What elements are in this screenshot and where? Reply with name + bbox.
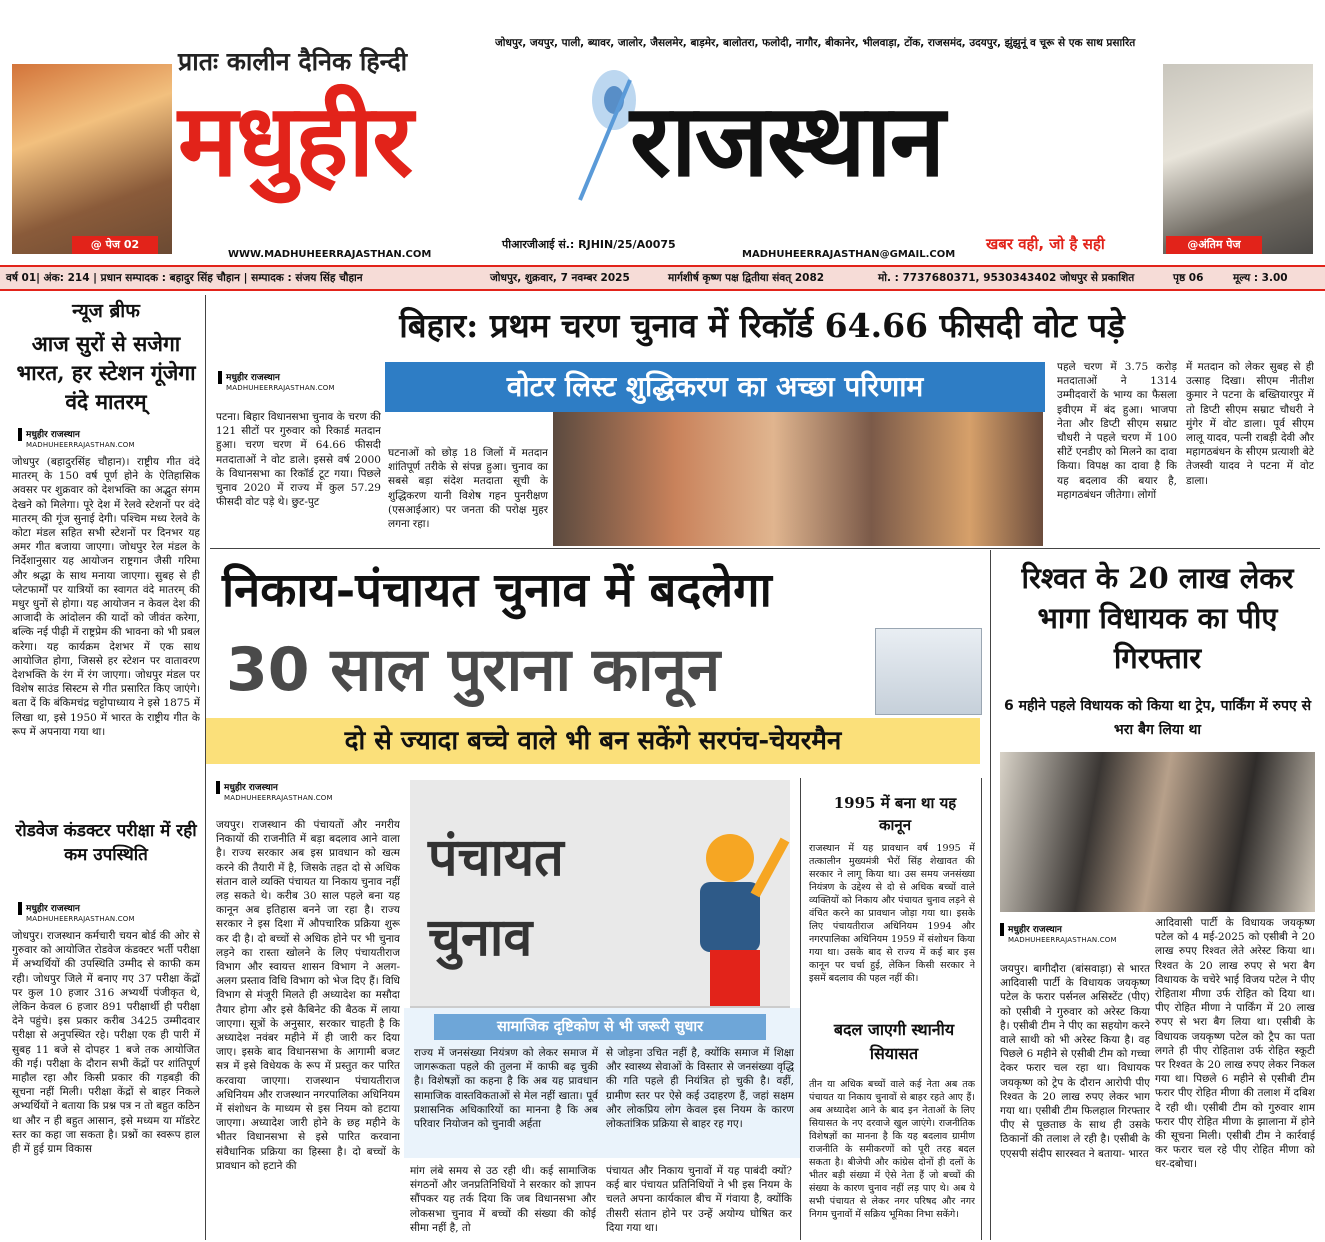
- info-page: पृष्ठ 06: [1173, 272, 1204, 284]
- sidebar-headline-1: 1995 में बना था यह कानून: [833, 794, 957, 834]
- registration-number: पीआरजीआई सं.: RJHIN/25/A0075: [502, 238, 676, 251]
- sidebar-article-2: तीन या अधिक बच्चों वाले कई नेता अब तक पंचायत या निकाय चुनावों से बाहर रहते आए हैं। अब अध्यादेश आने के बाद इन नेताओं के लिए सियासत के नए दरवाजे खुल जाएंगे। राजनीतिक विशेषज्ञों का मानना है कि यह बदलाव ग्रामीण राजनीति के समीकरणों को पूरी तरह बदल सकता है। बीजेपी और कांग्रेस दोनों ही दलों के भीतर बड़ी संख्या में ऐसे नेता हैं जो बच्चों की संख्या के कारण चुनाव नहीं लड़ पाए थे। अब ये सभी पंचायत से लेकर नगर परिषद और नगर निगम चुनावों में सक्रिय भूमिका निभा सकेंगे।: [809, 1079, 975, 1220]
- left-byline-1: [18, 427, 135, 449]
- divider-mid: [210, 548, 1320, 549]
- bihar-byline: [218, 370, 335, 392]
- sidebar-headline-2: बदल जाएगी स्थानीय सियासत: [833, 1020, 955, 1063]
- info-price: मूल्य : 3.00: [1233, 272, 1288, 284]
- byline-name: मधुहीर राजस्थान: [226, 373, 280, 383]
- email-link[interactable]: MADHUHEERRAJASTHAN@GMAIL.COM: [742, 249, 956, 260]
- left-article-2: जोधपुर। राजस्थान कर्मचारी चयन बोर्ड की ओर से गुरुवार को आयोजित रोडवेज कंडक्टर भर्ती परीक्षा में अभ्यर्थियों की उपस्थिति उम्मीद से काफी कम रही। जोधपुर जिले में बनाए गए 37 परीक्षा केंद्रों पर कुल 10 हजार 316 अभ्यर्थी पंजीकृत थे, लेकिन केवल 6 हजार 891 परीक्षार्थी ही परीक्षा देने पहुंचे। इस प्रकार करीब 3425 उम्मीदवार परीक्षा से अनुपस्थित रहे। परीक्षा एक ही पारी में सुबह 11 बजे से दोपहर 1 बजे तक आयोजित की गई। परीक्षा के दौरान सभी केंद्रों पर शांतिपूर्ण माहौल रहा और किसी प्रकार की गड़बड़ी की सूचना नहीं मिली। परीक्षा केंद्रों से बाहर निकले अभ्यर्थियों ने बताया कि प्रश्न पत्र न तो बहुत कठिन था और न ही बहुत आसान, इसे मध्यम या मॉडरेट स्तर का कहा जा सकता है। प्रश्नों का स्वरूप हाल ही में हुई ग्राम विकास: [12, 930, 200, 1156]
- bihar-subhead: वोटर लिस्ट शुद्धिकरण का अच्छा परिणाम: [385, 362, 1045, 412]
- slogan: खबर वही, जो है सही: [986, 235, 1105, 253]
- speaker-figure-icon: [660, 800, 790, 1006]
- news-brief-label: न्यूज ब्रीफ: [72, 300, 140, 322]
- arrested-pa-photo[interactable]: [1000, 752, 1315, 912]
- left-column: [12, 295, 200, 1242]
- graphic-text-chunav: चुनाव: [428, 907, 533, 968]
- bihar-col-4: में मतदान को लेकर सुबह से ही उत्साह दिखा। सीएम नीतीश कुमार ने पटना के बख्तियारपुर में तो डिप्टी सीएम सम्राट चौधरी ने मुंगेर में वोट डाला। पूर्व सीएम लालू यादव, पत्नी राबड़ी देवी और महागठबंधन के सीएम प्रत्याशी बेटे तेजस्वी यादव ने पटना में वोट डाला।: [1186, 361, 1314, 487]
- bihar-voters-photo[interactable]: [553, 412, 1043, 546]
- website-link[interactable]: WWW.MADHUHEERRAJASTHAN.COM: [228, 249, 432, 260]
- byline-site: MADHUHEERRAJASTHAN.COM: [226, 384, 335, 392]
- left-headline-1: आज सुरों से सजेगा भारत, हर स्टेशन गूंजेगा वंदे मातरम्: [16, 331, 196, 414]
- nikay-col-1: जयपुर। राजस्थान की पंचायतों और नगरीय निकायों की राजनीति में बड़ा बदलाव आने वाला है। राज्य सरकार अब इस प्रावधान को खत्म करने की तैयारी में है, जिसके तहत दो से अधिक संतान वाले व्यक्ति पंचायत या निकाय चुनाव नहीं लड़ सकते थे। करीब 30 साल पहले बना यह कानून अब इतिहास बनने जा रहा है। राज्य सरकार ने इस दिशा में औपचारिक प्रक्रिया शुरू कर दी है। दो बच्चों से अधिक होने पर भी चुनाव लड़ने का रास्ता खोलने के लिए पंचायतीराज विभाग और स्वायत्त शासन विभाग ने अलग-अलग प्रस्ताव विधि विभाग को भेज दिए हैं। विधि विभाग से मंजूरी मिलते ही अध्यादेश का मसौदा तैयार होगा और इसे कैबिनेट की बैठक में लाया जाएगा। सूत्रों के अनुसार, सरकार चाहती है कि अध्यादेश नवंबर महीने में ही जारी कर दिया जाए। इसके बाद विधानसभा के आगामी बजट सत्र में इसे विधेयक के रूप में प्रस्तुत कर पारित करवाया जाएगा। राजस्थान पंचायतीराज अधिनियम और राजस्थान नगरपालिका अधिनियम में संशोधन के माध्यम से इस नियम को हटाया जाएगा। अध्यादेश जारी होने के छह महीने के भीतर विधानसभा से इसे पारित करवाना संवैधानिक प्रक्रिया का हिस्सा है। दो बच्चों के प्रावधान को हटाने की: [216, 819, 400, 1172]
- masthead-title-black: राजस्थान: [630, 82, 944, 199]
- nikay-byline: [216, 780, 333, 802]
- nikay-bottom-col-1: मांग लंबे समय से उठ रही थी। कई सामाजिक संगठनों और जनप्रतिनिधियों ने सरकार को ज्ञापन सौंपकर यह तर्क दिया कि जब विधानसभा और लोकसभा चुनाव में बच्चों की संख्या की कोई सीमा नहीं है, तो: [410, 1165, 596, 1234]
- info-mobile: मो. : 7737680371, 9530343402: [878, 272, 1057, 284]
- bribe-headline: रिश्वत के 20 लाख लेकर भागा विधायक का पीए गिरफ्तार: [1021, 561, 1294, 675]
- panchayat-chunav-graphic: [410, 780, 790, 1009]
- masthead-title-red: मधुहीर: [178, 82, 412, 199]
- bribe-subhead: 6 महीने पहले विधायक को किया था ट्रेप, पार्किंग में रुपए से भरा बैग लिया था: [1003, 698, 1312, 738]
- byline-site: MADHUHEERRAJASTHAN.COM: [26, 915, 135, 923]
- masthead: [0, 0, 1325, 262]
- social-reform-col-2: से जोड़ना उचित नहीं है, क्योंकि समाज में शिक्षा और स्वास्थ्य सेवाओं के विस्तार से जनसंख्या वृद्धि की गति पहले ही नियंत्रित हो चुकी है। वहीं, ग्रामीण स्तर पर ऐसे कई उदाहरण हैं, जहां सक्षम और लोकप्रिय लोग केवल इस नियम के कारण लोकतांत्रिक प्रक्रिया से बाहर रह गए।: [606, 1047, 794, 1131]
- nikay-headline-1: निकाय-पंचायत चुनाव में बदलेगा: [222, 563, 772, 618]
- right-page-badge[interactable]: @अंतिम पेज: [1166, 236, 1262, 254]
- social-reform-col-1: राज्य में जनसंख्या नियंत्रण को लेकर समाज में जागरूकता पहले की तुलना में काफी बढ़ चुकी है। विशेषज्ञों का कहना है कि अब यह प्रावधान सामाजिक वास्तविकताओं से मेल नहीं खाता। पूर्व प्रशासनिक अधिकारियों का मानना है कि अब परिवार नियोजन को चुनावी अर्हता: [414, 1047, 598, 1131]
- nikay-bottom-col-2: पंचायत और निकाय चुनावों में यह पाबंदी क्यों? कई बार पंचायत प्रतिनिधियों ने भी इस नियम के चलते अपना कार्यकाल बीच में गंवाया है, क्योंकि तीसरी संतान होने पर उन्हें अयोग्य घोषित कर दिया गया था।: [606, 1165, 792, 1234]
- bribe-col-right: आदिवासी पार्टी के विधायक जयकृष्ण पटेल को 4 मई-2025 को एसीबी ने 20 लाख रुपए रिश्वत लेते अरेस्ट किया था। रिश्वत के 20 लाख रुपए से भरा बैग विधायक के चचेरे भाई विजय पटेल ने पीए रोहिताश मीणा उर्फ रोहित को दिया था। पीए रोहित मीणा ने पार्किंग में 20 लाख रुपए से भरा बैग लिया था। एसीबी के विधायक जयकृष्ण पटेल को ट्रैप का पता लगते ही पीए रोहिताश उर्फ रोहित स्कूटी पर रिश्वत के 20 लाख रुपए लेकर निकल गया था। पिछले 6 महीने से एसीबी टीम फरार पीए रोहित मीणा की तलाश में दबिश दे रही थी। एसीबी टीम को गुरुवार शाम फरार पीए रोहित मीणा के झालाना में होने की सूचना मिली। एसीबी टीम ने कार्रवाई कर फरार चल रहे पीए रोहित मीणा को धर-दबोचा।: [1155, 917, 1315, 1171]
- byline-name: मधुहीर राजस्थान: [26, 904, 80, 914]
- left-thumbnail-photo[interactable]: [12, 64, 172, 254]
- nikay-headline-2: 30 साल पुराना कानून: [226, 635, 721, 705]
- left-headline-2: रोडवेज कंडक्टर परीक्षा में रही कम उपस्थिति: [15, 821, 197, 865]
- byline-name: मधुहीर राजस्थान: [26, 430, 80, 440]
- bihar-col-1: पटना। बिहार विधानसभा चुनाव के चरण की 121 सीटों पर गुरुवार को रिकार्ड मतदान हुआ। चरण चरण में 64.66 फीसदी मतदाताओं ने वोट डाले। इससे वर्ष 2000 के विधानसभा का रिकॉर्ड टूट गया। पिछले चुनाव 2020 में राज्य में कुल 57.29 फीसदी वोट पड़े थे। छुट-पुट: [216, 411, 381, 509]
- left-article-1: जोधपुर (बहादुरसिंह चौहान)। राष्ट्रीय गीत वंदे मातरम् के 150 वर्ष पूर्ण होने के ऐतिहासिक अवसर पर शुक्रवार को देशभक्ति का अद्भुत संगम देखने को मिलेगा। पूरे देश में रेलवे स्टेशनों पर वंदे मातरम् की गूंज सुनाई देगी। पश्चिम मध्य रेलवे के कोटा मंडल सहित सभी स्टेशनों पर दिनभर यह अमर गीत बजाया जाएगा। जोधपुर रेल मंडल के निर्देशानुसार यह आयोजन राष्ट्रगान जैसी गरिमा और श्रद्धा के साथ मनाया जाएगा। सुबह से ही प्लेटफार्मों पर यात्रियों का स्वागत वंदे मातरम् की मधुर धुनों से होगा। यह आयोजन न केवल देश की आजादी के आंदोलन की यादों को जीवंत करेगा, बल्कि नई पीढ़ी में राष्ट्रप्रेम की भावना को भी प्रबल करेगा। यह कार्यक्रम देशभर में एक साथ आयोजित होगा, जिससे हर स्टेशन पर वातावरण देशभक्ति के रंग में रंग जाएगा। जोधपुर मंडल पर विशेष साउंड सिस्टम से गीत प्रसारित किए जाएंगे। बता दें कि बंकिमचंद्र चट्टोपाध्याय ने इसे 1875 में लिखा था, इसे 1950 में भारत के राष्ट्रीय गीत के रूप में अपनाया गया था।: [12, 456, 200, 738]
- byline-site: MADHUHEERRAJASTHAN.COM: [26, 441, 135, 449]
- graphic-text-panchayat: पंचायत: [428, 827, 564, 888]
- social-reform-title: सामाजिक दृष्टिकोण से भी जरूरी सुधार: [434, 1014, 766, 1040]
- evm-machine-graphic: [875, 628, 982, 715]
- divider-right: [990, 550, 991, 1240]
- left-page-badge[interactable]: @ पेज 02: [72, 236, 158, 254]
- right-thumbnail-photo[interactable]: [1163, 64, 1313, 254]
- info-panchang: मार्गशीर्ष कृष्ण पक्ष द्वितीया संवत् 2082: [668, 272, 825, 284]
- social-reform-box: [404, 1008, 800, 1158]
- byline-site: MADHUHEERRAJASTHAN.COM: [1008, 936, 1117, 944]
- bribe-byline: [1000, 922, 1117, 944]
- info-edition: वर्ष 01| अंक: 214 | प्रधान सम्पादक : बहादुर सिंह चौहान | सम्पादक : संजय सिंह चौहान: [6, 272, 363, 284]
- bihar-col-3: पहले चरण में 3.75 करोड़ मतदाताओं ने 1314 उम्मीदवारों के भाग्य का फैसला इवीएम में बंद हुआ। भाजपा नेता और डिप्टी सीएम सम्राट चौधरी ने पहले चरण में 100 सीटें एनडीए को मिलने का दावा किया। विपक्ष का दावा है कि यह बदलाव की बयार है, महागठबंधन जीतेगा। लोगों: [1057, 361, 1177, 501]
- byline-site: MADHUHEERRAJASTHAN.COM: [224, 794, 333, 802]
- bihar-photo-caption: घटनाओं को छोड़ 18 जिलों में मतदान शांतिपूर्ण तरीके से संपन्न हुआ। चुनाव का सबसे बड़ा संदेश मतदाता सूची के शुद्धिकरण यानी विशेष गहन पुनरीक्षण (एसआईआर) पर जनता की परोक्ष मुहर लगना रहा।: [388, 447, 548, 531]
- byline-name: मधुहीर राजस्थान: [224, 783, 278, 793]
- sidebar-article-1: राजस्थान में यह प्रावधान वर्ष 1995 में तत्कालीन मुख्यमंत्री भैरों सिंह शेखावत की सरकार ने लागू किया था। उस समय जनसंख्या नियंत्रण के उद्देश्य से दो से अधिक बच्चों वाले व्यक्तियों को निकाय और पंचायत चुनाव लड़ने से वंचित करने का प्रावधान जोड़ा गया था। इसके लिए पंचायतीराज अधिनियम 1994 और नगरपालिका अधिनियम 1959 में संशोधन किया गया था। उसके बाद से राज्य में कई बार इस कानून पर चर्चा हुई, लेकिन किसी सरकार ने इसमें बदलाव की पहल नहीं की।: [809, 843, 975, 984]
- masthead-cities: जोधपुर, जयपुर, पाली, ब्यावर, जालोर, जैसलमेर, बाड़मेर, बालोतरा, फलोदी, नागौर, बीकानेर, भीलवाड़ा, टोंक, राजसमंद, उदयपुर, झुंझुनूं व चूरू से एक साथ प्रसारित: [495, 37, 1136, 49]
- law-sidebar: [800, 778, 982, 1240]
- bihar-headline: बिहार: प्रथम चरण चुनाव में रिकॉर्ड 64.66 फीसदी वोट पड़े: [399, 306, 1125, 345]
- bribe-col-left: जयपुर। बागीदौरा (बांसवाड़ा) से भारत आदिवासी पार्टी के विधायक जयकृष्ण पटेल के फरार पर्सनल असिस्टेंट (पीए) को एसीबी ने गुरुवार को अरेस्ट किया है। एसीबी टीम ने पीए का सहयोग करने वाले साथी को भी अरेस्ट किया है। वह पिछले 6 महीने से एसीबी टीम को गच्चा देकर फरार चल रहा था। विधायक जयकृष्ण को ट्रेप के दौरान आरोपी पीए रिश्वत के 20 लाख रुपए लेकर भाग गया था। एसीबी टीम फिलहाल गिरफ्तार पीए से पूछताछ के साथ ही उसके ठिकानों की तलाश ले रही है। एसीबी के एएसपी संदीप सारस्वत ने बताया- भारत: [1000, 963, 1150, 1160]
- info-bar: [0, 265, 1325, 291]
- left-byline-2: [18, 901, 135, 923]
- nikay-subhead: दो से ज्यादा बच्चे वाले भी बन सकेंगे सरपंच-चेयरमैन: [206, 718, 980, 764]
- byline-name: मधुहीर राजस्थान: [1008, 925, 1062, 935]
- info-place: जोधपुर से प्रकाशित: [1060, 272, 1135, 284]
- divider-left: [205, 295, 206, 1240]
- info-date: जोधपुर, शुक्रवार, 7 नवम्बर 2025: [490, 272, 630, 284]
- masthead-tagline: प्रातः कालीन दैनिक हिन्दी: [178, 47, 408, 76]
